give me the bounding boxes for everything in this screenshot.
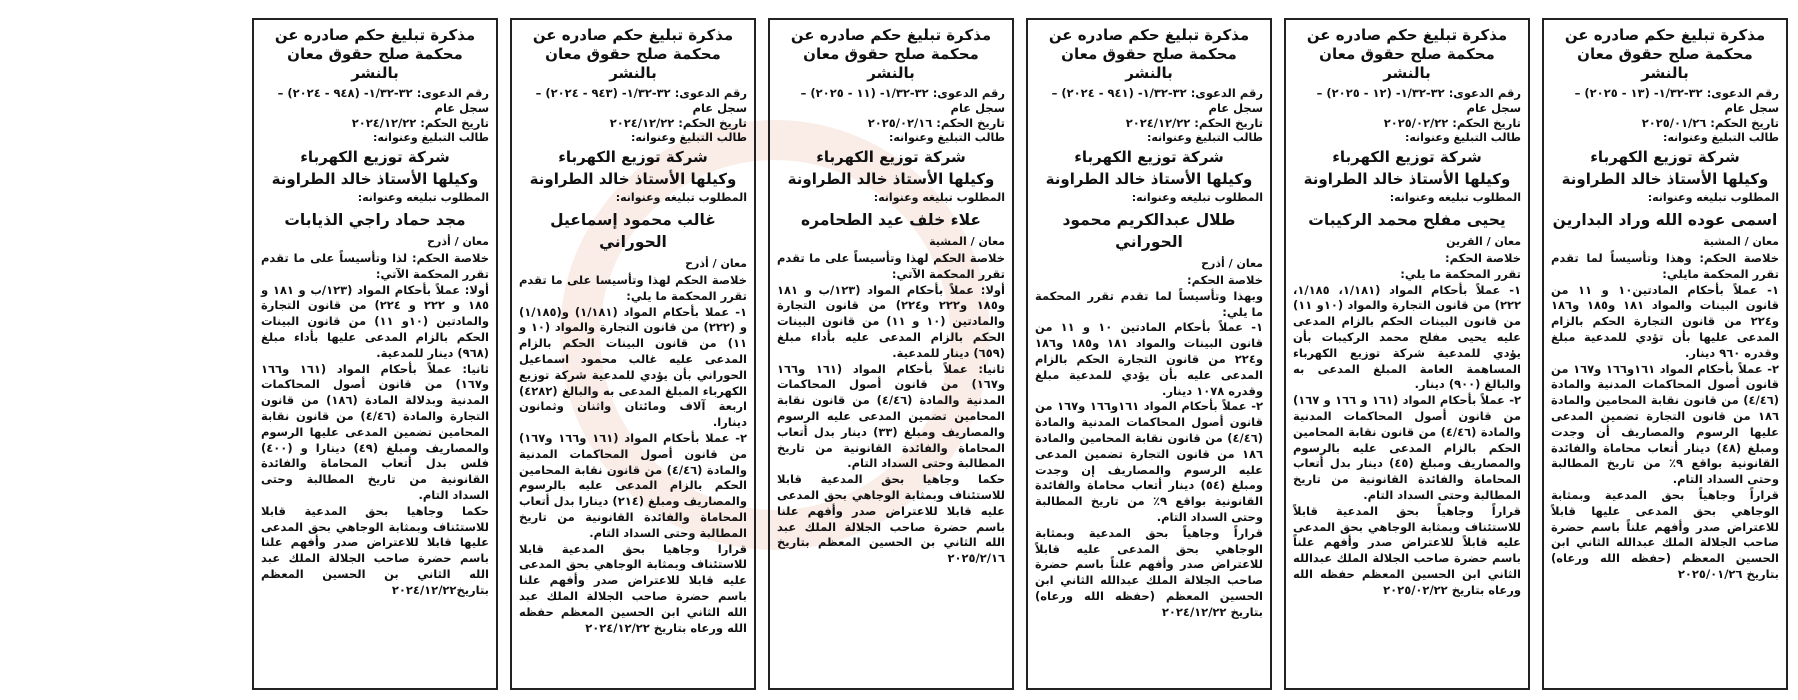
case-number: رقم الدعوى: ٣٢-١/٣٢- (٩٤٨ - ٢٠٢٤) – سجل عام: [277, 86, 489, 115]
defendant-name: مجد حماد راجي الذيابات: [284, 211, 466, 229]
defendant-address: معان / أذرح: [685, 257, 747, 270]
case-number: رقم الدعوى: ٣٢-١/٣٢- (١٣ - ٢٠٢٥) – سجل عام: [1574, 86, 1779, 115]
defendant-label: المطلوب تبليغه وعنوانه:: [357, 191, 489, 204]
requester-label: طالب التبليغ وعنوانه:: [630, 131, 747, 144]
defendant-name: علاء خلف عيد الطحامره: [801, 211, 981, 229]
notice-title: مذكرة تبليغ حكم صادره عن محكمة صلح حقوق معان بالنشر: [1048, 26, 1250, 82]
agent-name: وكيلها الأستاذ خالد الطراونة: [1561, 170, 1769, 188]
defendant-label: المطلوب تبليغه وعنوانه:: [1131, 191, 1263, 204]
defendant-address: معان / المشية: [929, 235, 1005, 248]
company-name: شركة توزيع الكهرباء: [558, 148, 708, 166]
defendant-label: المطلوب تبليغه وعنوانه:: [615, 191, 747, 204]
requester-label: طالب التبليغ وعنوانه:: [372, 131, 489, 144]
defendant-address: معان / القرين: [1446, 235, 1521, 248]
notice-title: مذكرة تبليغ حكم صادره عن محكمة صلح حقوق معان بالنشر: [274, 26, 476, 82]
requester-label: طالب التبليغ وعنوانه:: [1146, 131, 1263, 144]
case-number: رقم الدعوى: ٣٢-١/٣٢- (١١ - ٢٠٢٥) – سجل عام: [800, 86, 1005, 115]
company-name: شركة توزيع الكهرباء: [816, 148, 966, 166]
notice-title: مذكرة تبليغ حكم صادره عن محكمة صلح حقوق معان بالنشر: [1564, 26, 1766, 82]
notice-title: مذكرة تبليغ حكم صادره عن محكمة صلح حقوق معان بالنشر: [532, 26, 734, 82]
defendant-name: طلال عبدالكريم محمود الحوراني: [1062, 211, 1236, 251]
judgment-summary: خلاصة الحكم لهذا وتأسيساً على ما تقدم تقرر المحكمة الآتي: أولا: عملاً بأحكام المواد (١٢٣/ب و ١٨١ و١٨٥ و٢٢٢ و٢٢٤) من قانون التجارة والمادتين (١٠ و ١١) من قانون البينات الحكم بالزام المدعى عليه بأداء مبلغ (٦٥٩) دينار للمدعية. ثانيا: عملاً بأحكام المواد (١٦١ و١٦٦ و١٦٧) من قانون أصول المحاكمات المدنية والمادة (٤/٤٦) من قانون نقابة المحامين تضمين المدعى عليه الرسوم والمصاريف ومبلغ (٣٣) دينار بدل أتعاب المحاماة والفائدة القانونية من تاريخ المطالبة وحتى السداد التام. حكما وجاهيا بحق المدعية قابلا للاستئناف وبمثابة الوجاهي بحق المدعى عليه قابلا للاعتراض صدر وأفهم علنا باسم حضرة صاحب الجلالة الملك عبد الله الثاني بن الحسين المعظم بتاريخ ٢٠٢٥/٢/١٦: [777, 251, 1005, 566]
defendant-name: اسمى عوده الله وراد البدارين: [1552, 211, 1778, 229]
requester-label: طالب التبليغ وعنوانه:: [888, 131, 1005, 144]
court-notice: [510, 18, 756, 690]
judgment-summary: خلاصة الحكم: وهذا وتأسيساً لما تقدم تقرر المحكمة مايلي: ١- عملاً بأحكام المادتين١٠ و ١١ من قانون البينات والمواد ١٨١ و١٨٥ و١٨٦ و٢٢٤ من قانون التجارة الحكم بالزام المدعى عليها بأن تؤدي للمدعية مبلغ وقدره ٩٦٠ دينار. ٢- عملاً بأحكام المواد ١٦١و١٦٦ و١٦٧ من قانون أصول المحاكمات المدنية والمادة (٤/٤٦) من قانون نقابة المحامين والمادة ١٨٦ من قانون التجارة تضمين المدعى عليها الرسوم والمصاريف أن وجدت ومبلغ (٤٨) دينار أتعاب محاماة والفائدة القانونية بواقع ٩٪ من تاريخ المطالبة وحتى السداد التام. قراراً وجاهياً بحق المدعية وبمثابة الوجاهي بحق المدعى عليها قابلاً للاعتراض صدر وأفهم علناً باسم حضرة صاحب الجلالة الملك عبدالله الثاني ابن الحسين المعظم (حفظه الله ورعاه) بتاريخ ٢٠٢٥/٠١/٢٦: [1551, 251, 1780, 581]
defendant-label: المطلوب تبليغه وعنوانه:: [873, 191, 1005, 204]
agent-name: وكيلها الأستاذ خالد الطراونة: [271, 170, 479, 188]
agent-name: وكيلها الأستاذ خالد الطراونة: [1045, 170, 1253, 188]
defendant-label: المطلوب تبليغه وعنوانه:: [1389, 191, 1521, 204]
court-notice: [1542, 18, 1788, 690]
notice-title: مذكرة تبليغ حكم صادره عن محكمة صلح حقوق معان بالنشر: [790, 26, 992, 82]
judgment-date: تاريخ الحكم: ٢٠٢٤/١٢/٢٢: [1125, 116, 1263, 130]
defendant-address: معان / أذرح: [427, 235, 489, 248]
court-notice: [252, 18, 498, 690]
judgment-summary: خلاصة الحكم: تقرر المحكمة ما يلي: ١- عملاً بأحكام المواد (١/١٨١، ١/١٨٥، ٢٢٢) من قانون التجارة والمواد (١٠و ١١) من قانون البينات الحكم بالزام المدعى عليه يحيى مفلح محمد الركيبات بأن يؤدي للمدعية شركة توزيع الكهرباء المساهمة العامة المبلغ المدعى به والبالغ (٩٠٠) دينار. ٢- عملاً بأحكام المواد (١٦١ و ١٦٦ و ١٦٧) من قانون أصول المحاكمات المدنية والمادة (٤/٤٦) من قانون نقابة المحامين الحكم بالزام المدعى عليه بالرسوم والمصاريف ومبلغ (٤٥) دينار بدل أتعاب المحاماة والفائدة القانونية من تاريخ المطالبة وحتى السداد التام. قراراً وجاهياً بحق المدعية قابلاً للاستئناف وبمثابة الوجاهي بحق المدعى عليه قابلاً للاعتراض صدر وأفهم علناً باسم حضرة صاحب الجلالة الملك عبدالله الثاني ابن الحسين المعظم حفظه الله ورعاه بتاريخ ٢٠٢٥/٠٢/٢٢: [1293, 251, 1522, 597]
company-name: شركة توزيع الكهرباء: [300, 148, 450, 166]
judgment-date: تاريخ الحكم: ٢٠٢٥/٠١/٢٦: [1641, 116, 1779, 130]
agent-name: وكيلها الأستاذ خالد الطراونة: [1303, 170, 1511, 188]
judgment-summary: خلاصة الحكم: وبهذا وتأسيساً لما تقدم تقرر المحكمة ما يلي: ١- عملاً بأحكام المادتين ١٠ و ١١ من قانون البينات والمواد ١٨١ و١٨٥ و١٨٦ و٢٢٤ من قانون التجارة الحكم بالزام المدعى عليه بأن يؤدي للمدعية مبلغ وقدره ١٠٧٨ دينار. ٢- عملاً بأحكام المواد ١٦١و١٦٦ و١٦٧ من قانون أصول المحاكمات المدنية والمادة (٤/٤٦) من قانون نقابة المحامين والمادة ١٨٦ من قانون التجارة تضمين المدعى عليه الرسوم والمصاريف إن وجدت ومبلغ (٥٤) دينار أتعاب محاماة والفائدة القانونية بواقع ٩٪ من تاريخ المطالبة وحتى السداد التام. قراراً وجاهياً بحق المدعية وبمثابة الوجاهي بحق المدعى عليه قابلاً للاعتراض صدر وأفهم علناً باسم حضرة صاحب الجلالة الملك عبدالله الثاني ابن الحسين المعظم (حفظه الله ورعاه) بتاريخ ٢٠٢٤/١٢/٢٢: [1035, 273, 1264, 619]
company-name: شركة توزيع الكهرباء: [1590, 148, 1740, 166]
requester-label: طالب التبليغ وعنوانه:: [1662, 131, 1779, 144]
defendant-name: يحيى مفلح محمد الركيبات: [1308, 211, 1506, 229]
judgment-summary: خلاصة الحكم: لذا وتأسيساً على ما تقدم تقرر المحكمة الآتي: أولا: عملاً بأحكام المواد (١٢٣/ب و ١٨١ و ١٨٥ و ٢٢٢ و ٢٢٤) من قانون التجارة والمادتين (١٠و ١١) من قانون البينات الحكم بالزام المدعى عليها بأداء مبلغ (٩٦٨) دينار للمدعية. ثانيا: عملاً بأحكام المواد (١٦١ و١٦٦ و١٦٧) من قانون أصول المحاكمات المدنية وبدلالة المادة (١٨٦) من قانون التجارة والمادة (٤/٤٦) من قانون نقابة المحامين تضمين المدعى عليها الرسوم والمصاريف ومبلغ (٤٩) دينارا و (٤٠٠) فلس بدل أتعاب المحاماة والفائدة القانونية من تاريخ المطالبة وحتى السداد التام. حكما وجاهيا بحق المدعية قابلا للاستئناف وبمثابة الوجاهي بحق المدعى عليها قابلا للاعتراض صدر وأفهم علنا باسم حضرة صاحب الجلالة الملك عبد الله الثاني بن الحسين المعظم بتاريخ٢٠٢٤/١٢/٢٢: [261, 251, 490, 597]
company-name: شركة توزيع الكهرباء: [1332, 148, 1482, 166]
judgment-date: تاريخ الحكم: ٢٠٢٥/٠٢/١٦: [867, 116, 1005, 130]
case-number: رقم الدعوى: ٣٢-١/٣٢- (١٢ - ٢٠٢٥) – سجل عام: [1316, 86, 1521, 115]
court-notice: [1026, 18, 1272, 690]
case-number: رقم الدعوى: ٣٢-١/٣٢- (٩٤٣ - ٢٠٢٤) – سجل عام: [535, 86, 747, 115]
court-notice: [1284, 18, 1530, 690]
court-notice: [768, 18, 1014, 690]
case-number: رقم الدعوى: ٣٢-١/٣٢- (٩٤١ - ٢٠٢٤) – سجل عام: [1051, 86, 1263, 115]
judgment-date: تاريخ الحكم: ٢٠٢٤/١٢/٢٢: [609, 116, 747, 130]
defendant-name: غالب محمود إسماعيل الحوراني: [550, 211, 716, 251]
judgment-date: تاريخ الحكم: ٢٠٢٤/١٢/٢٢: [351, 116, 489, 130]
agent-name: وكيلها الأستاذ خالد الطراونة: [787, 170, 995, 188]
judgment-summary: خلاصة الحكم لهذا وتأسيسا على ما تقدم تقرر المحكمة ما يلي: ١- عملا بأحكام المواد (١/١٨١) و(١/١٨٥) و (٢٢٢) من قانون التجارة والمواد (١٠ و ١١) من قانون البينات الحكم بالزام المدعى عليه غالب محمود اسماعيل الحوراني بأن يؤدي للمدعية شركة توزيع الكهرباء المبلغ المدعى به والبالغ (٤٢٨٢) اربعة آلاف ومائتان واثنان وثمانون دينارا. ٢- عملا بأحكام المواد (١٦١ و١٦٦ و١٦٧) من قانون أصول المحاكمات المدنية والمادة (٤/٤٦) من قانون نقابة المحامين الحكم بالزام المدعى عليه بالرسوم والمصاريف ومبلغ (٢١٤) دينارا بدل أتعاب المحاماة والفائدة القانونية من تاريخ المطالبة وحتى السداد التام. قرارا وجاهيا بحق المدعية قابلا للاستئناف وبمثابة الوجاهي بحق المدعى عليه قابلا للاعتراض صدر وأفهم علنا باسم حضرة صاحب الجلالة الملك عبد الله الثاني ابن الحسين المعظم حفظه الله ورعاه بتاريخ ٢٠٢٤/١٢/٢٢: [519, 273, 747, 635]
defendant-label: المطلوب تبليغه وعنوانه:: [1647, 191, 1779, 204]
company-name: شركة توزيع الكهرباء: [1074, 148, 1224, 166]
notice-title: مذكرة تبليغ حكم صادره عن محكمة صلح حقوق معان بالنشر: [1306, 26, 1508, 82]
agent-name: وكيلها الأستاذ خالد الطراونة: [529, 170, 737, 188]
judgment-date: تاريخ الحكم: ٢٠٢٥/٠٢/٢٢: [1383, 116, 1521, 130]
requester-label: طالب التبليغ وعنوانه:: [1404, 131, 1521, 144]
defendant-address: معان / المشية: [1703, 235, 1779, 248]
defendant-address: معان / أذرح: [1201, 257, 1263, 270]
